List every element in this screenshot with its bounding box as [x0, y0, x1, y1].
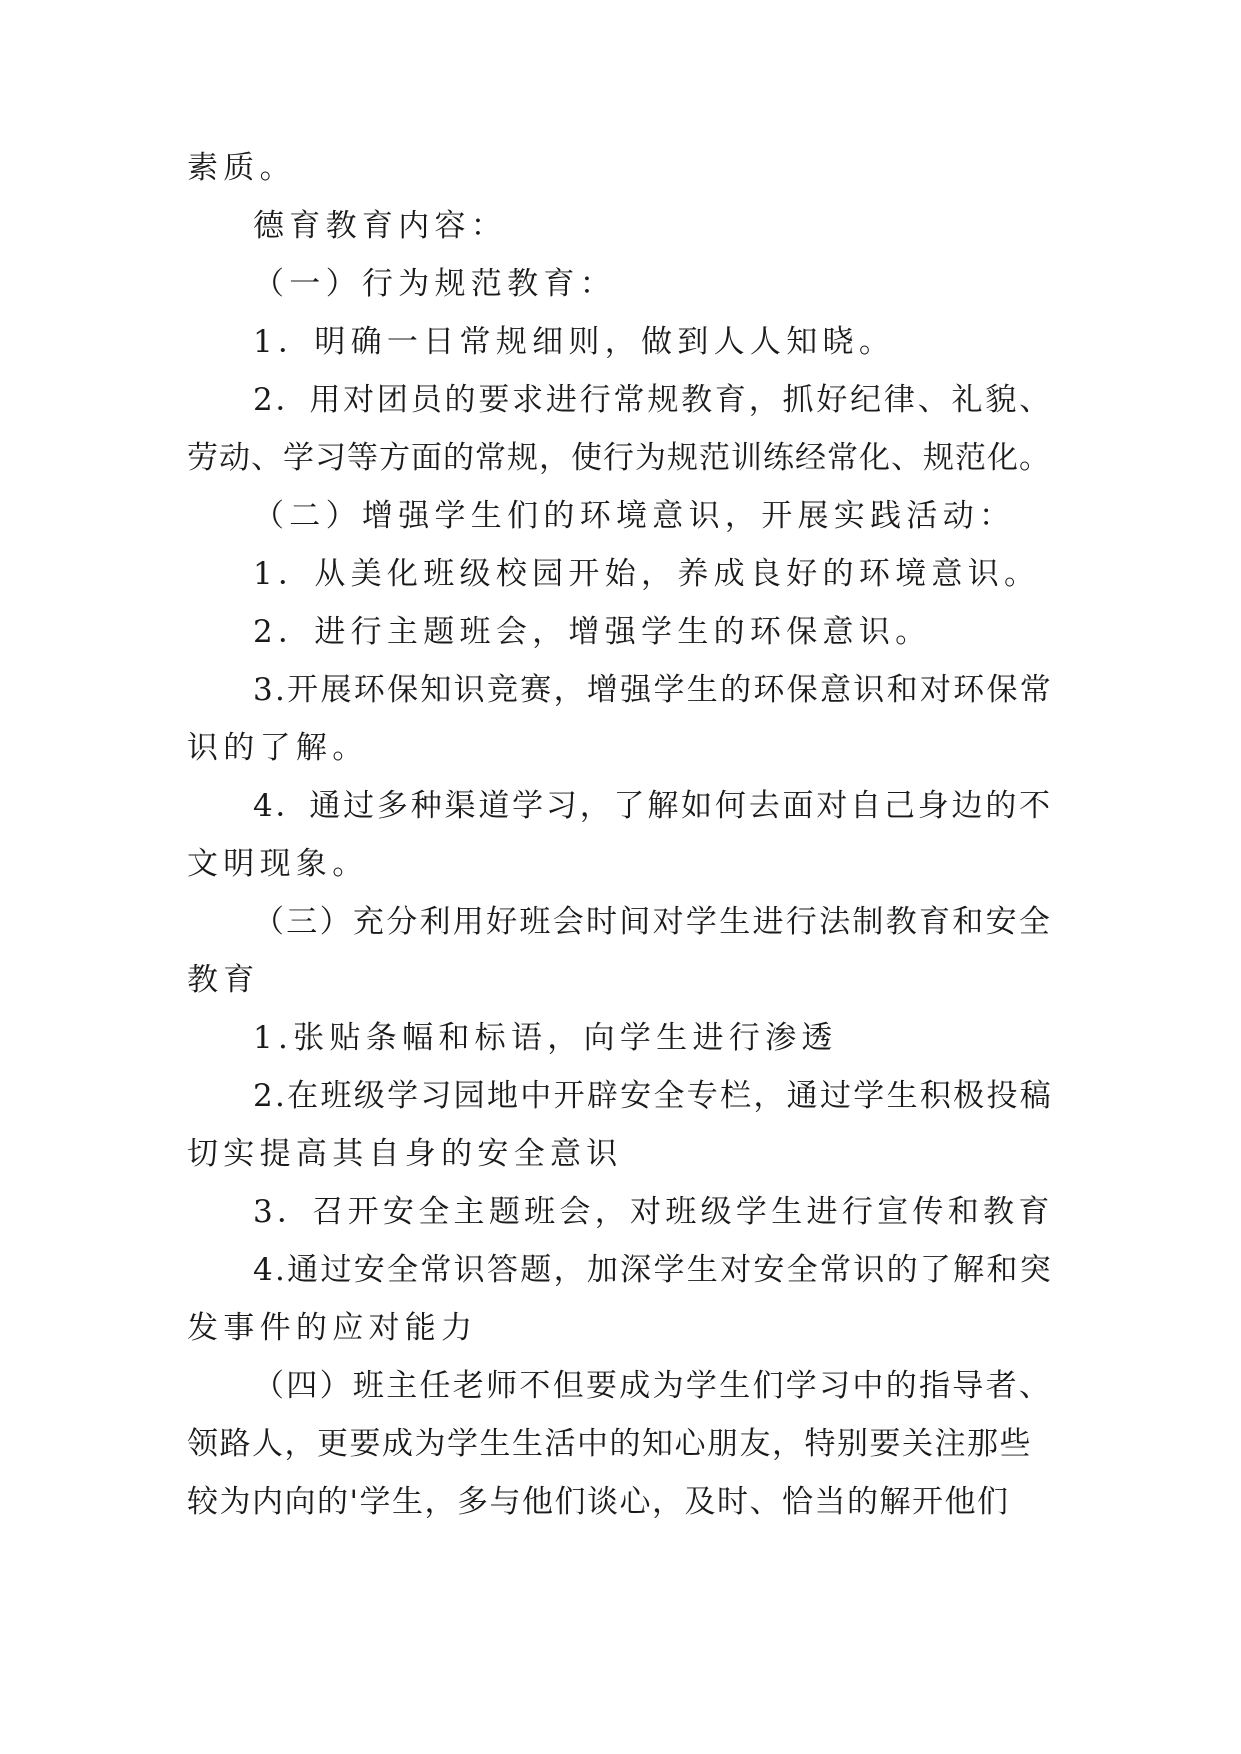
paragraph-line: 较为内向的'学生，多与他们谈心，及时、恰当的解开他们: [187, 1484, 1010, 1520]
subsection-heading: （三）充分利用好班会时间对学生进行法制教育和安全: [253, 904, 1053, 940]
list-item-continuation: 劳动、学习等方面的常规，使行为规范训练经常化、规范化。: [187, 440, 1051, 476]
list-item: 4.通过安全常识答题，加深学生对安全常识的了解和突: [253, 1252, 1054, 1288]
list-item: 1．从美化班级校园开始，养成良好的环境意识。: [253, 556, 1041, 592]
list-item: 2．用对团员的要求进行常规教育，抓好纪律、礼貌、: [253, 382, 1053, 418]
subsection-heading: （二）增强学生们的环境意识，开展实践活动：: [253, 498, 1016, 534]
list-item-continuation: 切实提高其自身的安全意识: [187, 1136, 623, 1172]
list-item: 2．进行主题班会，增强学生的环保意识。: [253, 614, 932, 650]
list-item-continuation: 发事件的应对能力: [187, 1310, 478, 1346]
subsection-heading-continuation: 教育: [187, 962, 260, 998]
paragraph-line: 领路人，更要成为学生生活中的知心朋友，特别要关注那些: [187, 1426, 1032, 1462]
list-item: 3.开展环保知识竞赛，增强学生的环保意识和对环保常: [253, 672, 1054, 708]
section-heading: 德育教育内容：: [253, 208, 508, 244]
list-item-continuation: 文明现象。: [187, 846, 369, 882]
paragraph-line: 素质。: [187, 150, 296, 186]
list-item-continuation: 识的了解。: [187, 730, 369, 766]
list-item: 2.在班级学习园地中开辟安全专栏，通过学生积极投稿: [253, 1078, 1054, 1114]
list-item: 1．明确一日常规细则，做到人人知晓。: [253, 324, 896, 360]
list-item: 3．召开安全主题班会，对班级学生进行宣传和教育: [253, 1194, 1054, 1230]
subsection-heading: （一）行为规范教育：: [253, 266, 616, 302]
list-item: 4．通过多种渠道学习，了解如何去面对自己身边的不: [253, 788, 1053, 824]
list-item: 1.张贴条幅和标语，向学生进行渗透: [253, 1020, 838, 1056]
subsection-heading: （四）班主任老师不但要成为学生们学习中的指导者、: [253, 1368, 1053, 1404]
